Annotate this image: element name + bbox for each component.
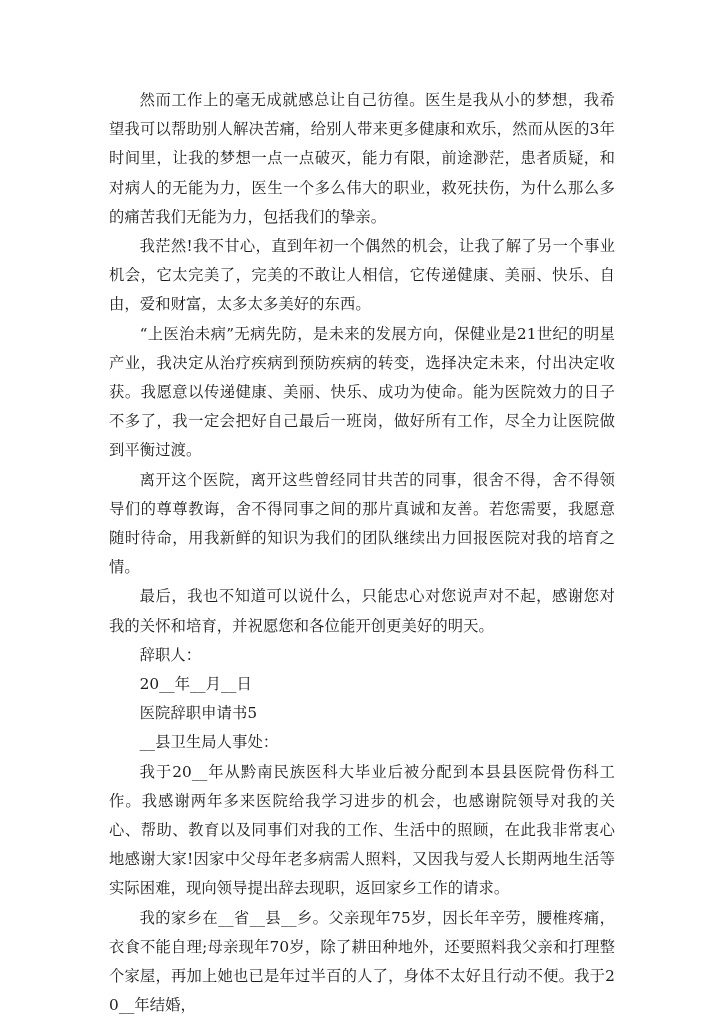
paragraph-3: “上医治未病”无病先防，是未来的发展方向，保健业是21世纪的明星产业，我决定从治疗疾病到预防疾病的转变，选择决定未来，付出决定收获。我愿意以传递健康、美丽、快乐、成功为使命。能为医院效力的日子不多了，我一定会把好自己最后一班岗，做好所有工作，尽全力让医院做到平衡过渡。 — [109, 324, 615, 460]
paragraph-6: 我于20__年从黔南民族医科大毕业后被分配到本县县医院骨伤科工作。我感谢两年多来医院给我学习进步的机会，也感谢院领导对我的关心、帮助、教育以及同事们对我的工作、生活中的照顾，在此我非常衷心地感谢大家!因家中父母年老多病需人照料，又因我与爱人长期两地生活等实际困难，现向领导提出辞去现职，返回家乡工作的请求。 — [109, 762, 615, 898]
paragraph-2: 我茫然!我不甘心，直到年初一个偶然的机会，让我了解了另一个事业机会，它太完美了，完美的不敢让人相信，它传递健康、美丽、快乐、自由，爱和财富，太多太多美好的东西。 — [109, 237, 615, 314]
paragraph-5: 最后，我也不知道可以说什么，只能忠心对您说声对不起，感谢您对我的关怀和培育，并祝愿您和各位能开创更美好的明天。 — [109, 587, 615, 635]
recipient-line: __县卫生局人事处： — [139, 733, 279, 752]
document-body — [109, 86, 615, 1021]
date-line: 20__年__月__日 — [139, 675, 252, 694]
paragraph-4: 离开这个医院，离开这些曾经同甘共苦的同事，很舍不得，舍不得领导们的尊尊教诲，舍不得同事之间的那片真诚和友善。若您需要，我愿意随时待命，用我新鲜的知识为我们的团队继续出力回报医院对我的培育之情。 — [109, 470, 615, 577]
signer-label: 辞职人： — [139, 645, 202, 664]
paragraph-1: 然而工作上的毫无成就感总让自己彷徨。医生是我从小的梦想，我希望我可以帮助别人解决苦痛，给别人带来更多健康和欢乐，然而从医的3年时间里，让我的梦想一点一点破灭，能力有限，前途渺茫，患者质疑，和对病人的无能为力，医生一个多么伟大的职业，救死扶伤，为什么那么多的痛苦我们无能为力，包括我们的挚亲。 — [109, 91, 615, 226]
paragraph-7: 我的家乡在__省__县__乡。父亲现年75岁，因长年辛劳，腰椎疼痛，衣食不能自理;母亲现年70岁，除了耕田种地外，还要照料我父亲和打理整个家屋，再加上她也已是年过半百的人了，身体不太好且行动不便。我于20__年结婚， — [109, 908, 615, 1015]
section-title: 医院辞职申请书5 — [139, 704, 258, 723]
